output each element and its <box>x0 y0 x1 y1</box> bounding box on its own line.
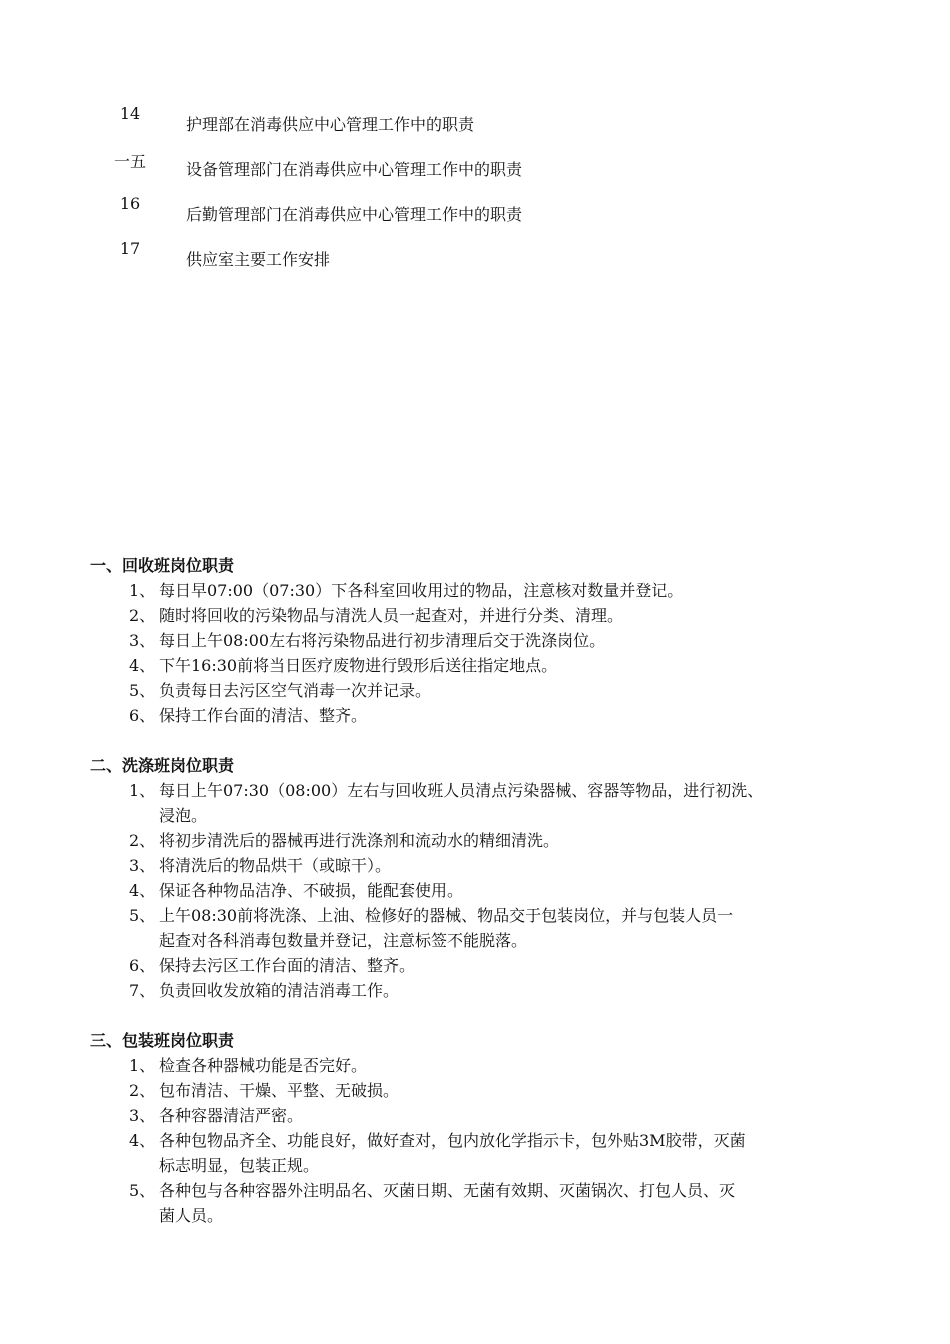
item-text: 每日上午08:00左右将污染物品进行初步清理后交于洗涤岗位。 <box>159 631 606 650</box>
toc-number: 17 <box>119 239 141 258</box>
list-item <box>0 1078 859 1103</box>
item-number: 2、 <box>129 831 156 850</box>
list-item <box>0 978 859 1003</box>
item-number: 5、 <box>129 906 156 925</box>
item-number: 2、 <box>129 606 156 625</box>
toc-row <box>0 190 950 235</box>
list-item <box>0 953 859 978</box>
item-text: 随时将回收的污染物品与清洗人员一起查对，并进行分类、清理。 <box>159 606 624 625</box>
toc-row <box>0 100 950 145</box>
item-text: 每日上午07:30（08:00）左右与回收班人员清点污染器械、容器等物品，进行初洗、 <box>159 781 764 800</box>
item-text-continued: 浸泡。 <box>159 806 208 825</box>
item-number: 5、 <box>129 681 156 700</box>
toc-title: 设备管理部门在消毒供应中心管理工作中的职责 <box>186 160 523 179</box>
toc-title: 护理部在消毒供应中心管理工作中的职责 <box>186 115 475 134</box>
toc-row <box>0 235 950 280</box>
item-text: 包布清洁、干燥、平整、无破损。 <box>159 1081 400 1100</box>
item-text: 各种包与各种容器外注明品名、灭菌日期、无菌有效期、灭菌锅次、打包人员、灭 <box>159 1181 736 1200</box>
item-text-continued: 菌人员。 <box>159 1206 224 1225</box>
item-number: 1、 <box>129 581 156 600</box>
item-number: 1、 <box>129 781 156 800</box>
item-number: 3、 <box>129 856 156 875</box>
toc-number: 一五 <box>113 152 146 171</box>
item-number: 1、 <box>129 1056 156 1075</box>
list-item <box>0 778 859 828</box>
list-item <box>0 1128 859 1178</box>
item-number: 7、 <box>129 981 156 1000</box>
item-number: 3、 <box>129 631 156 650</box>
section-packaging <box>0 1028 950 1228</box>
item-text-continued: 起查对各科消毒包数量并登记，注意标签不能脱落。 <box>159 931 528 950</box>
item-number: 4、 <box>129 881 156 900</box>
toc-number: 14 <box>119 104 141 123</box>
item-number: 6、 <box>129 706 156 725</box>
item-text: 保持工作台面的清洁、整齐。 <box>159 706 368 725</box>
item-text: 将初步清洗后的器械再进行洗涤剂和流动水的精细清洗。 <box>159 831 560 850</box>
section-heading: 二、洗涤班岗位职责 <box>90 756 235 775</box>
list-item <box>0 1178 859 1228</box>
list-item <box>0 853 859 878</box>
item-text: 上午08:30前将洗涤、上油、检修好的器械、物品交于包装岗位，并与包装人员一 <box>159 906 734 925</box>
list-item <box>0 678 859 703</box>
toc-row <box>0 145 950 190</box>
item-text: 负责回收发放箱的清洁消毒工作。 <box>159 981 400 1000</box>
list-item <box>0 703 859 728</box>
list-item <box>0 828 859 853</box>
section-heading: 三、包装班岗位职责 <box>90 1031 235 1050</box>
item-text: 检查各种器械功能是否完好。 <box>159 1056 368 1075</box>
toc-title: 供应室主要工作安排 <box>186 250 331 269</box>
list-item <box>0 903 859 953</box>
item-text: 各种包物品齐全、功能良好，做好查对，包内放化学指示卡，包外贴3M胶带，灭菌 <box>159 1131 746 1150</box>
list-item <box>0 628 859 653</box>
item-number: 6、 <box>129 956 156 975</box>
item-number: 3、 <box>129 1106 156 1125</box>
toc-title: 后勤管理部门在消毒供应中心管理工作中的职责 <box>186 205 523 224</box>
list-item <box>0 878 859 903</box>
section-heading: 一、回收班岗位职责 <box>90 556 235 575</box>
item-text: 将清洗后的物品烘干（或晾干）。 <box>159 856 392 875</box>
item-text: 下午16:30前将当日医疗废物进行毁形后送往指定地点。 <box>159 656 558 675</box>
list-item <box>0 578 859 603</box>
list-item <box>0 603 859 628</box>
section-washing <box>0 753 950 1003</box>
item-number: 2、 <box>129 1081 156 1100</box>
item-number: 4、 <box>129 656 156 675</box>
list-item <box>0 653 859 678</box>
list-item <box>0 1103 859 1128</box>
duty-sections <box>0 553 950 1253</box>
item-text: 每日早07:00（07:30）下各科室回收用过的物品，注意核对数量并登记。 <box>159 581 684 600</box>
item-number: 4、 <box>129 1131 156 1150</box>
item-text: 保持去污区工作台面的清洁、整齐。 <box>159 956 416 975</box>
item-text: 各种容器清洁严密。 <box>159 1106 304 1125</box>
item-number: 5、 <box>129 1181 156 1200</box>
item-text: 负责每日去污区空气消毒一次并记录。 <box>159 681 432 700</box>
list-item <box>0 1053 859 1078</box>
item-text: 保证各种物品洁净、不破损，能配套使用。 <box>159 881 464 900</box>
section-recycling <box>0 553 950 728</box>
toc-number: 16 <box>119 194 141 213</box>
item-text-continued: 标志明显，包装正规。 <box>159 1156 320 1175</box>
table-of-contents <box>0 100 950 280</box>
